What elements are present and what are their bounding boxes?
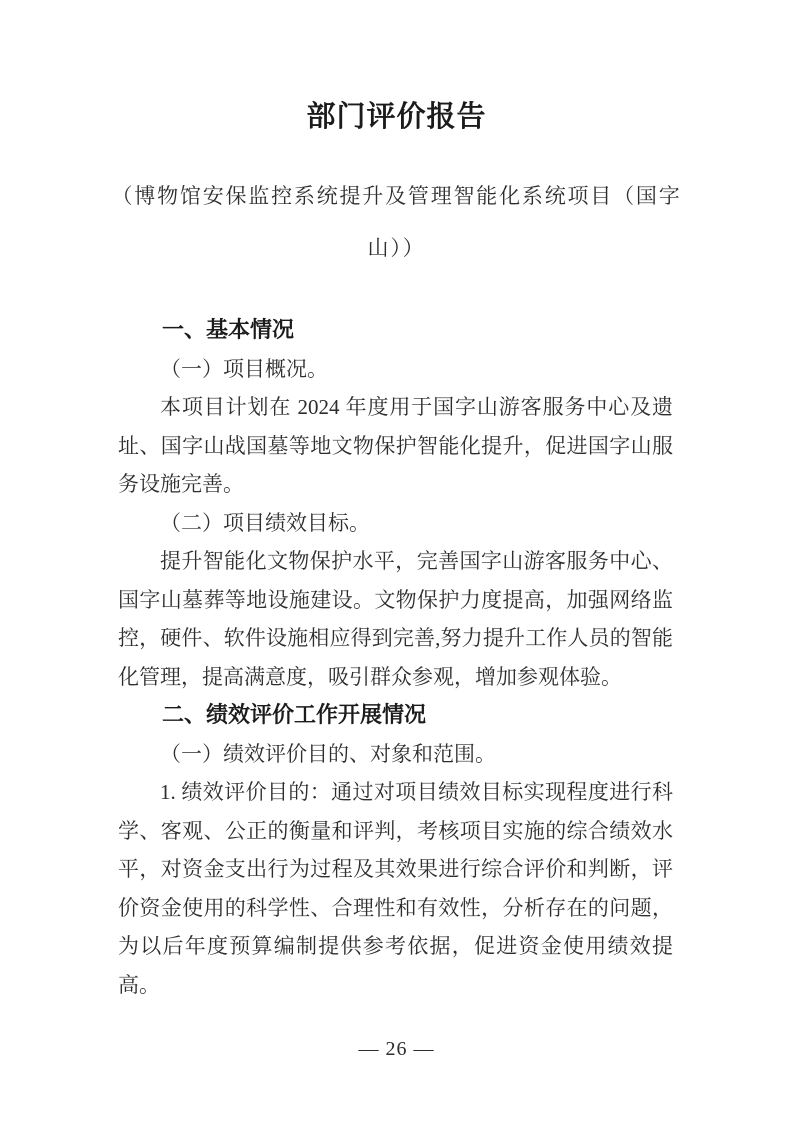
subsection-label: （一）绩效评价目的、对象和范围。 bbox=[160, 741, 496, 766]
subsection-label: （二）项目绩效目标。 bbox=[160, 510, 370, 535]
subsection-label: （一）项目概况。 bbox=[160, 356, 328, 381]
report-subtitle: （博物馆安保监控系统提升及管理智能化系统项目（国字山）） bbox=[111, 184, 682, 260]
body-paragraph: 1. 绩效评价目的：通过对项目绩效目标实现程度进行科学、客观、公正的衡量和评判，考核项目实施的综合绩效水平，对资金支出行为过程及其效果进行综合评价和判断，评价资金使用的科学性、合理性和有效性，分析存在的问题，为以后年度预算编制提供参考依据，促进资金使用绩效提高。 bbox=[118, 780, 673, 997]
section-heading-2: 二、绩效评价工作开展情况 bbox=[162, 702, 427, 727]
section-heading-1: 一、基本情况 bbox=[162, 317, 295, 342]
document-body bbox=[118, 311, 673, 1004]
body-paragraph: 本项目计划在 2024 年度用于国字山游客服务中心及遗址、国字山战国墓等地文物保护智能化提升，促进国字山服务设施完善。 bbox=[118, 395, 673, 496]
body-paragraph: 提升智能化文物保护水平，完善国字山游客服务中心、国字山墓葬等地设施建设。文物保护力度提高，加强网络监控，硬件、软件设施相应得到完善,努力提升工作人员的智能化管理，提高满意度，吸引群众参观，增加参观体验。 bbox=[118, 549, 673, 689]
page-number: — 26 — bbox=[358, 1038, 435, 1060]
report-title: 部门评价报告 bbox=[306, 101, 487, 133]
